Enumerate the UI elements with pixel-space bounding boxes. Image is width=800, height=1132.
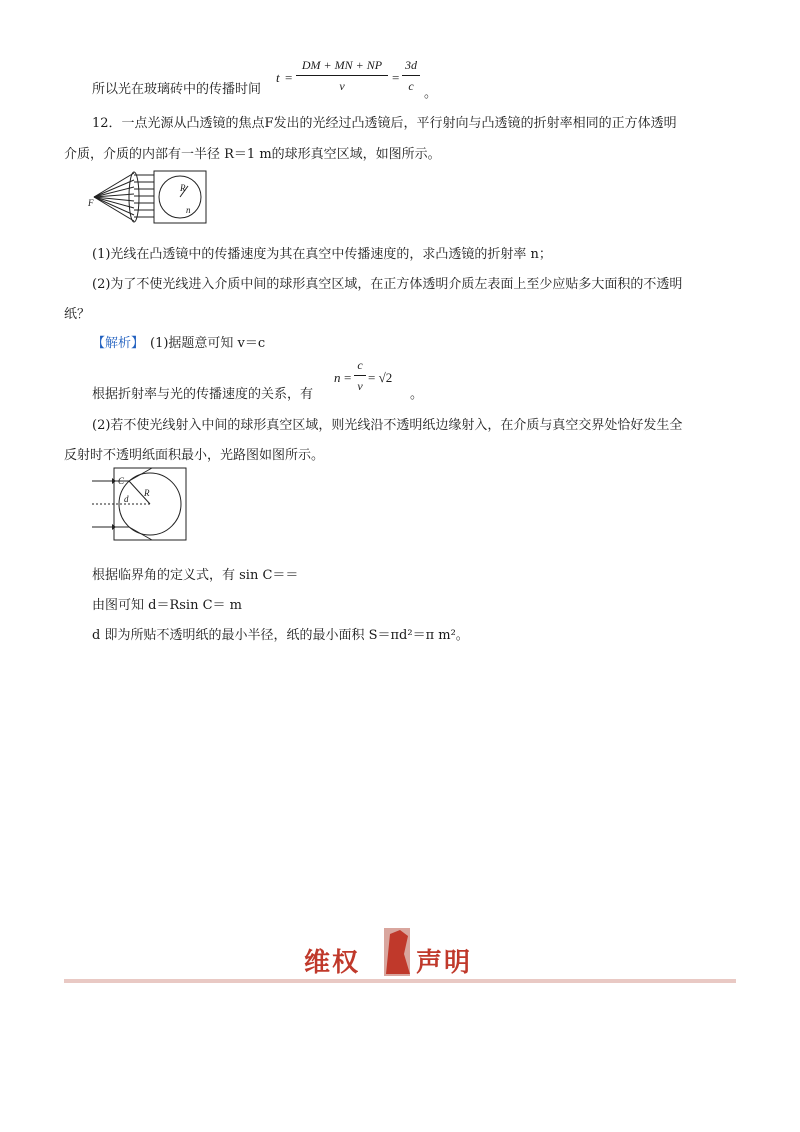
solution-step-4: 根据临界角的定义式，有 sin C＝＝: [92, 568, 299, 583]
ray-top-reflected: [129, 468, 152, 481]
formula-suffix: 。: [424, 86, 438, 101]
question-1: (1)光线在凸透镜中的传播速度为其在真空中传播速度的，求凸透镜的折射率 n；: [92, 247, 552, 262]
fraction-v: v: [357, 379, 363, 393]
fraction-bar: [296, 75, 388, 76]
ray-bottom-reflected: [129, 527, 152, 540]
fraction-bar-2: [402, 75, 420, 76]
figure-lens-cube: [88, 170, 210, 226]
banner-text-right: 声明: [416, 948, 473, 978]
solution-eq: =: [344, 370, 352, 385]
question-2-line-2: 纸？: [64, 307, 91, 322]
fraction-3d-over-c: [402, 58, 420, 98]
fraction-denominator: v: [339, 79, 345, 93]
footer-divider: [64, 979, 736, 983]
time-formula-prefix: 所以光在玻璃砖中的传播时间: [92, 82, 262, 97]
solution-sqrt2: = √2: [368, 370, 393, 385]
fig2-label-C: C: [118, 476, 125, 486]
copyright-banner: [300, 922, 490, 980]
fraction-bar-3: [354, 375, 366, 376]
solution-step-3-line-2: 反射时不透明纸面积最小，光路图如图所示。: [64, 448, 325, 463]
fig1-label-R: R: [180, 183, 186, 193]
problem-stem-line-1: 12．一点光源从凸透镜的焦点F发出的光经过凸透镜后，平行射向与凸透镜的折射率相同的正方体透明: [92, 116, 677, 131]
fist-icon: [378, 924, 418, 980]
fraction-numerator: DM + MN + NP: [301, 58, 383, 72]
solution-step-5: 由图可知 d＝Rsin C＝ m: [92, 598, 242, 613]
solution-n: n: [334, 370, 341, 385]
question-2-line-1: (2)为了不使光线进入介质中间的球形真空区域，在正方体透明介质左表面上至少应贴多大面积的不透明: [92, 277, 683, 292]
figure-light-path: [92, 466, 188, 546]
solution-step-1: (1)据题意可知 v＝c: [150, 336, 266, 351]
solution-step-3-line-1: (2)若不使光线射入中间的球形真空区域，则光线沿不透明纸边缘射入，在介质与真空交界处恰好发生全: [92, 418, 683, 433]
fig1-label-F: F: [88, 198, 94, 208]
fraction-path-over-v: [296, 58, 388, 98]
banner-text-left: 维权: [304, 948, 361, 978]
fig2-label-R: R: [144, 488, 150, 498]
formula-eq-2: =: [392, 70, 400, 85]
fraction-c: c: [357, 358, 363, 372]
solution-tag: 【解析】: [92, 336, 145, 351]
fraction-numerator-2: 3d: [405, 58, 417, 72]
formula-eq: =: [285, 70, 293, 85]
solution-step-2-suffix: 。: [410, 387, 424, 402]
fig1-label-n: n: [186, 205, 191, 215]
fraction-c-over-v: [354, 358, 366, 398]
fig2-label-d: d: [124, 494, 129, 504]
light-rays: [94, 173, 154, 221]
solution-step-6: d 即为所贴不透明纸的最小半径，纸的最小面积 S＝πd²＝π m²。: [92, 628, 469, 643]
formula-t: t: [276, 70, 280, 85]
problem-stem-line-2: 介质，介质的内部有一半径 R＝1 m的球形真空区域，如图所示。: [64, 147, 441, 162]
solution-step-2-prefix: 根据折射率与光的传播速度的关系，有: [92, 387, 314, 402]
fraction-denominator-2: c: [408, 79, 414, 93]
